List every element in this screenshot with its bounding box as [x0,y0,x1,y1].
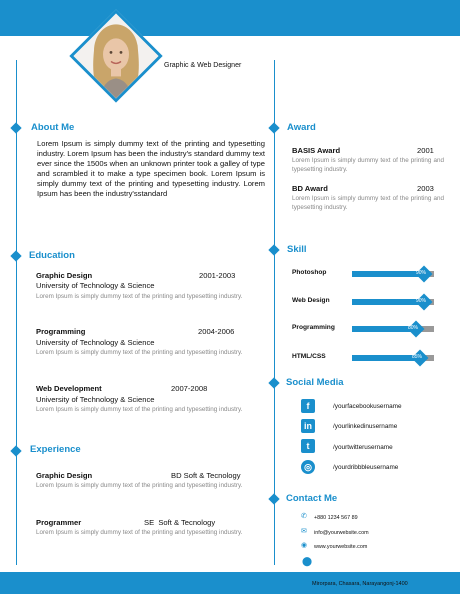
linkedin-link[interactable]: /yourlinkedinusername [333,423,398,430]
facebook-link[interactable]: /yourfacebookusername [333,403,402,410]
skill-label: Web Design [292,297,330,304]
contact-phone: +880 1234 567 89 [314,515,358,521]
award-title: BD Award [292,184,328,193]
exp-desc: Lorem Ipsum is simply dummy text of the printing and typesetting industry. [36,529,243,536]
location-pin-icon: ⬤ [302,556,313,566]
award-marker [268,122,279,133]
exp-title: Programmer [36,518,82,527]
edu-title: Programming [36,327,86,336]
exp-company: SE Soft & Tecnology [144,518,216,527]
profile-photo [70,10,162,102]
award-desc: Lorem Ipsum is simply dummy text of the printing and typesetting industry. [292,195,444,211]
about-heading: About Me [31,122,75,133]
edu-org: University of Technology & Science [36,395,155,404]
skill-percent: 80% [408,325,419,331]
dribbble-icon[interactable]: ◎ [301,460,315,474]
edu-date: 2004-2006 [198,327,235,336]
portrait-image [69,10,162,102]
full-name: Sally Smith [164,42,234,57]
education-heading: Education [29,250,75,261]
dribbble-link[interactable]: /yourdribbbleusername [333,464,399,471]
globe-icon: ◉ [301,542,308,549]
header-bar [0,0,460,36]
linkedin-icon[interactable]: in [301,419,315,433]
edu-desc: Lorem Ipsum is simply dummy text of the printing and typesetting industry. [36,349,243,356]
award-year: 2003 [417,184,434,193]
job-title: Graphic & Web Designer [164,62,242,69]
edu-title: Graphic Design [36,271,93,280]
exp-title: Graphic Design [36,471,93,480]
edu-title: Web Development [36,384,102,393]
about-text: Lorem Ipsum is simply dummy text of the printing and typesetting industry. Lorem Ipsum has been the industry's standard dummy text ever since the 1500s when an unknown printer took a galley of type and scrambled it to make a type specimen book. Lorem Ipsum is simply dummy text of the printing and typesetting industry. Lorem Ipsum has been the industry'sstandard [37,139,265,198]
edu-date: 2001-2003 [199,271,236,280]
skill-bar [352,326,434,332]
twitter-link[interactable]: /yourtwitterusername [333,444,393,451]
skill-marker [268,244,279,255]
skill-label: Programming [292,324,335,331]
left-timeline [16,60,17,565]
contact-website[interactable]: www.yourwebsite.com [314,544,368,550]
skill-heading: Skill [287,244,307,255]
award-heading: Award [287,122,316,133]
education-marker [10,250,21,261]
experience-marker [10,445,21,456]
experience-heading: Experience [30,444,81,455]
edu-date: 2007-2008 [171,384,208,393]
edu-org: University of Technology & Science [36,281,155,290]
award-title: BASIS Award [292,146,341,155]
skill-bar [352,299,434,305]
phone-icon: ✆ [301,513,307,520]
exp-desc: Lorem Ipsum is simply dummy text of the printing and typesetting industry. [36,482,243,489]
twitter-icon[interactable]: t [301,439,315,453]
contact-email[interactable]: info@yourwebsite.com [314,530,369,536]
award-year: 2001 [417,146,434,155]
skill-bar [352,355,434,361]
skill-percent: 85% [412,354,423,360]
edu-org: University of Technology & Science [36,338,155,347]
social-marker [268,377,279,388]
award-desc: Lorem Ipsum is simply dummy text of the printing and typesetting industry. [292,157,444,173]
about-marker [10,122,21,133]
facebook-icon[interactable]: f [301,399,315,413]
skill-percent: 90% [416,298,427,304]
edu-desc: Lorem Ipsum is simply dummy text of the printing and typesetting industry. [36,406,243,413]
skill-label: HTML/CSS [292,353,326,360]
skill-bar [352,271,434,277]
footer-address: Mirorpara, Chasara, Narayangonj-1400 [312,581,408,587]
skill-label: Photoshop [292,269,327,276]
contact-heading: Contact Me [286,493,338,504]
edu-desc: Lorem Ipsum is simply dummy text of the printing and typesetting industry. [36,293,243,300]
email-icon: ✉ [301,528,307,535]
social-heading: Social Media [286,377,344,388]
contact-marker [268,493,279,504]
skill-percent: 90% [416,270,427,276]
right-timeline [274,60,275,565]
exp-company: BD Soft & Tecnology [171,471,241,480]
